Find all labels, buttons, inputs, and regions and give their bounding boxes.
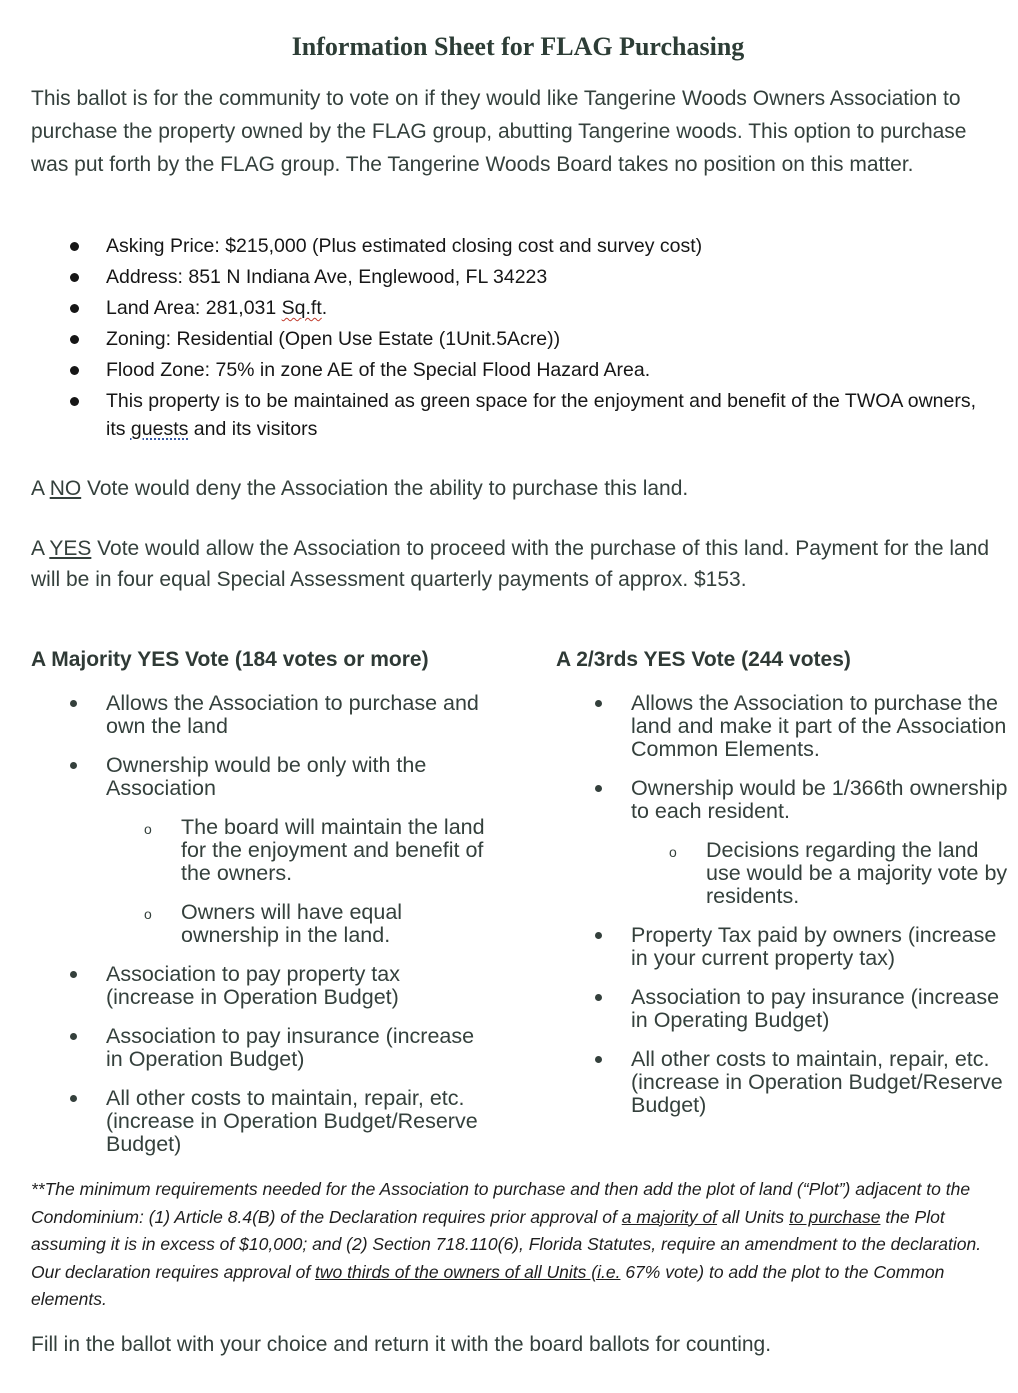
page-title: Information Sheet for FLAG Purchasing <box>291 32 745 61</box>
note-text: the Plot assuming it is in excess of $10,000; and (2) Section 718.110(6), Florida Statutes, require an amendment to the declaration. Our declaration requires approval of <box>31 1206 982 1282</box>
two-thirds-item: Association to pay insurance (increase in Operating Budget) <box>556 986 1016 1032</box>
note-text: 67% vote) to add the plot to the Common elements. <box>31 1261 945 1309</box>
two-thirds-subitem: o Decisions regarding the land use would be a majority vote by residents. <box>556 839 1016 908</box>
majority-item: Association to pay property tax (increase in Operation Budget) <box>31 963 491 1009</box>
requirements-note <box>31 1176 1006 1314</box>
two-thirds-column <box>556 646 1016 1133</box>
fact-asking-price: Asking Price: $215,000 (Plus estimated closing cost and survey cost) <box>31 232 991 260</box>
note-underlined: to purchase <box>789 1206 881 1227</box>
fact-green-space <box>31 387 991 443</box>
property-facts-list <box>31 232 991 446</box>
yes-vote-keyword: YES <box>49 537 92 560</box>
yes-vote-prefix: A <box>31 537 50 560</box>
note-underlined: a majority of <box>621 1206 718 1227</box>
note-text: **The minimum requirements needed for the Association to purchase and then add the plot of land (“Plot”) adjacent to the Condominium: (1) Article 8.4(B) of the Declaration requires prior approval of <box>31 1179 971 1227</box>
yes-vote-paragraph <box>31 533 1006 595</box>
fact-land-area <box>31 294 991 322</box>
majority-heading: A Majority YES Vote (184 votes or more) <box>31 648 429 671</box>
closing-instruction: Fill in the ballot with your choice and return it with the board ballots for counting. <box>31 1333 772 1356</box>
majority-list <box>31 692 491 1156</box>
yes-vote-text: Vote would allow the Association to proceed with the purchase of this land. Payment for the land will be in four equal Special Assessment quarterly payments of approx. $153. <box>31 537 990 591</box>
two-thirds-item: Property Tax paid by owners (increase in your current property tax) <box>556 924 1016 970</box>
two-thirds-item: Ownership would be 1/366th ownership to each resident. <box>556 777 1016 823</box>
fact-zoning: Zoning: Residential (Open Use Estate (1Unit.5Acre)) <box>31 325 991 353</box>
land-area-suffix: . <box>321 297 328 319</box>
no-vote-keyword: NO <box>49 477 82 500</box>
majority-item: Association to pay insurance (increase in Operation Budget) <box>31 1025 491 1071</box>
note-underlined: two thirds of the owners of all Units (i.e. <box>315 1261 621 1282</box>
two-thirds-heading: A 2/3rds YES Vote (244 votes) <box>556 648 851 671</box>
majority-subitem: o Owners will have equal ownership in the land. <box>31 901 491 947</box>
green-space-guests: guests <box>130 418 189 440</box>
two-thirds-item: Allows the Association to purchase the land and make it part of the Association Common Elements. <box>556 692 1016 761</box>
no-vote-paragraph <box>31 473 1006 504</box>
fact-address: Address: 851 N Indiana Ave, Englewood, FL 34223 <box>31 263 991 291</box>
land-area-unit: Sq.ft <box>281 297 322 319</box>
majority-item: Allows the Association to purchase and own the land <box>31 692 491 738</box>
note-text: all Units <box>717 1206 790 1227</box>
majority-item: All other costs to maintain, repair, etc. (increase in Operation Budget/Reserve Budget) <box>31 1087 491 1156</box>
no-vote-prefix: A <box>31 477 50 500</box>
majority-item: Ownership would be only with the Association <box>31 754 491 800</box>
majority-subitem: o The board will maintain the land for the enjoyment and benefit of the owners. <box>31 816 491 885</box>
intro-paragraph: This ballot is for the community to vote on if they would like Tangerine Woods Owners Association to purchase the property owned by the FLAG group, abutting Tangerine woods. This option to purchase was put forth by the FLAG group. The Tangerine Woods Board takes no position on this matter. <box>31 87 967 176</box>
fact-flood-zone: Flood Zone: 75% in zone AE of the Special Flood Hazard Area. <box>31 356 991 384</box>
majority-column <box>31 646 491 1172</box>
land-area-text: Land Area: 281,031 <box>106 297 282 319</box>
two-thirds-item: All other costs to maintain, repair, etc. (increase in Operation Budget/Reserve Budget) <box>556 1048 1016 1117</box>
no-vote-text: Vote would deny the Association the ability to purchase this land. <box>81 477 689 500</box>
two-thirds-list <box>556 692 1016 1117</box>
green-space-text: This property is to be maintained as green space for the enjoyment and benefit of the TWOA owners, its <box>106 390 977 440</box>
green-space-suffix: and its visitors <box>188 418 318 440</box>
